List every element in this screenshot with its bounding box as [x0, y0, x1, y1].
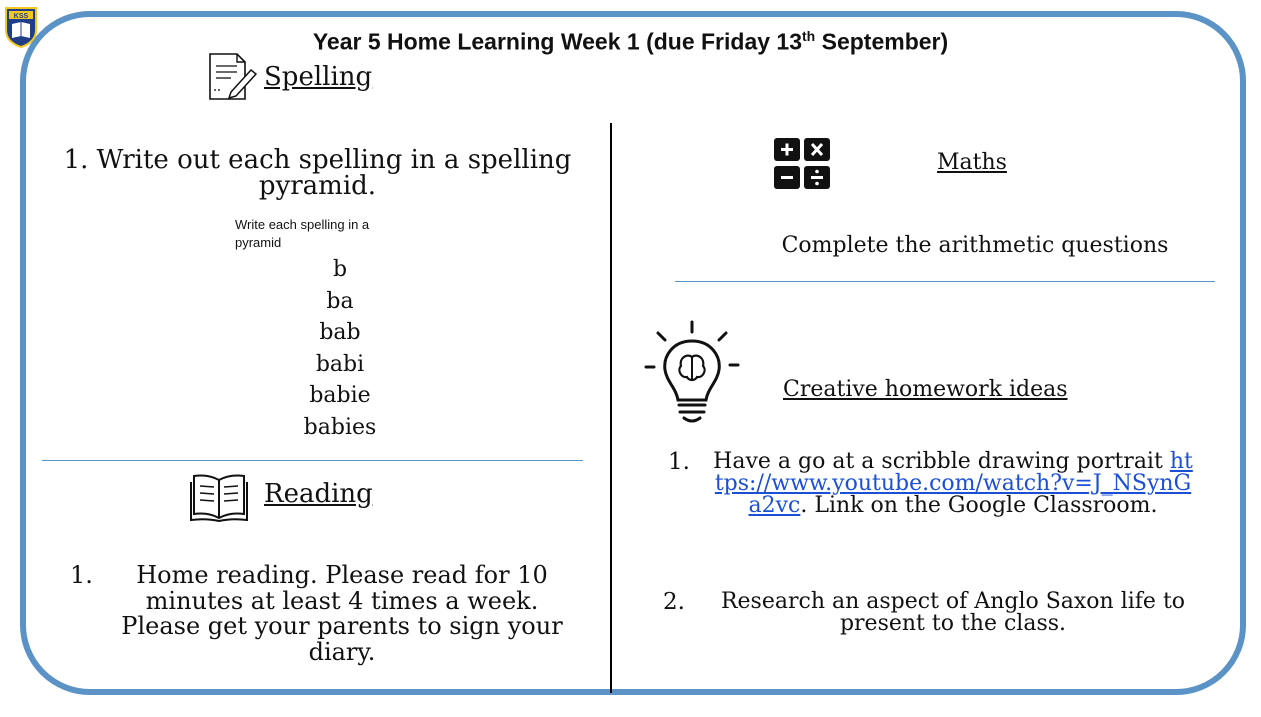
- pyramid-row: ba: [326, 288, 354, 314]
- pyramid-caption: Write each spelling in a pyramid: [235, 217, 370, 250]
- left-divider: [42, 460, 583, 461]
- creative-heading: Creative homework ideas: [783, 377, 1068, 402]
- creative-item-1-text: [712, 451, 1194, 517]
- creative-item-1-number: 1.: [668, 449, 690, 475]
- creative-item-1-text-b: . Link on the Google Classroom.: [800, 493, 1158, 518]
- creative-item-2-text: Research an aspect of Anglo Saxon life to present to the class.: [720, 589, 1186, 636]
- pyramid-row: babies: [303, 414, 377, 440]
- spelling-heading: Spelling: [264, 62, 373, 92]
- creative-item-1-text-a: Have a go at a scribble drawing portrait: [713, 449, 1163, 474]
- maths-heading: Maths: [937, 150, 1007, 175]
- svg-text:KSS: KSS: [13, 13, 29, 20]
- reading-heading: Reading: [264, 479, 373, 509]
- creative-item-2: [663, 591, 1208, 641]
- calculator-icon: [774, 138, 831, 190]
- lightbulb-brain-icon: [643, 320, 741, 426]
- reading-item: [70, 563, 590, 673]
- creative-item-1: [668, 451, 1208, 546]
- pyramid-row: babie: [309, 383, 371, 408]
- page-title: Year 5 Home Learning Week 1 (due Friday 13th September): [312, 28, 949, 55]
- creative-item-2-number: 2.: [663, 589, 685, 615]
- spelling-pyramid: [280, 254, 400, 443]
- reading-item-text: Home reading. Please read for 10 minutes at least 4 times a week. Please get your parents to sign your diary.: [121, 561, 563, 666]
- pyramid-row: bab: [319, 320, 361, 345]
- right-divider: [675, 281, 1215, 282]
- center-divider: [610, 123, 612, 693]
- notepad-pencil-icon: [207, 52, 257, 102]
- reading-item-number: 1.: [70, 561, 93, 589]
- open-book-icon: [190, 472, 248, 522]
- spelling-instruction: 1. Write out each spelling in a spelling pyramid.: [63, 145, 572, 201]
- pyramid-row: babi: [315, 351, 365, 377]
- pyramid-row: b: [332, 257, 348, 282]
- youtube-link[interactable]: https://www.youtube.com/watch?v=J_NSynGa2vc: [714, 449, 1193, 518]
- maths-task: Complete the arithmetic questions: [781, 233, 1169, 258]
